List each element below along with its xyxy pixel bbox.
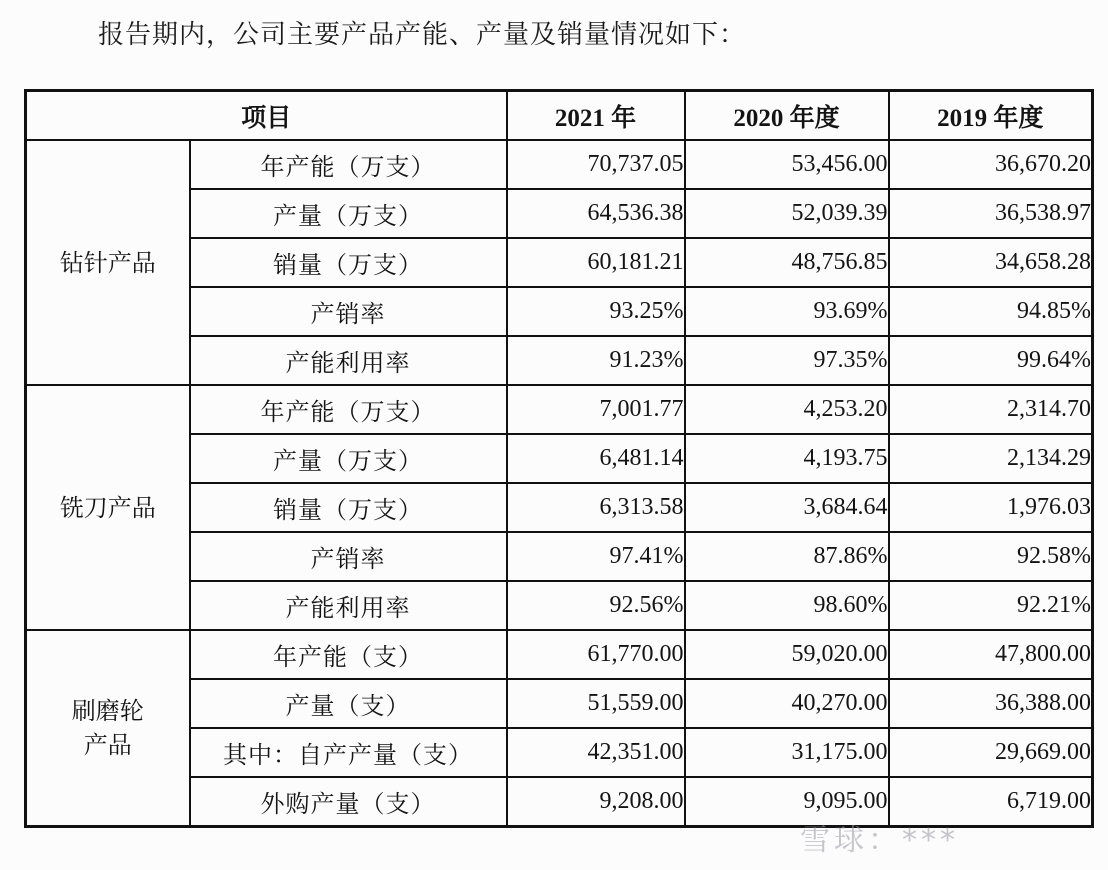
row-label: 产销率: [190, 287, 507, 336]
cell-2019: 92.21%: [889, 581, 1093, 630]
group-name-line2: 产品: [83, 731, 132, 759]
header-row: [26, 91, 1093, 141]
row-label: 产量（万支）: [190, 189, 507, 238]
cell-2021: 70,737.05: [507, 140, 685, 189]
cell-2021: 7,001.77: [507, 385, 685, 434]
cell-2019: 94.85%: [889, 287, 1093, 336]
cell-2019: 2,314.70: [889, 385, 1093, 434]
cell-2021: 92.56%: [507, 581, 685, 630]
cell-2021: 51,559.00: [507, 679, 685, 728]
row-label: 产能利用率: [190, 336, 507, 385]
cell-2021: 91.23%: [507, 336, 685, 385]
cell-2020: 3,684.64: [685, 483, 889, 532]
table-row: [26, 630, 1093, 679]
cell-2019: 36,538.97: [889, 189, 1093, 238]
cell-2019: 92.58%: [889, 532, 1093, 581]
header-2019: 2019 年度: [889, 91, 1093, 141]
cell-2020: 52,039.39: [685, 189, 889, 238]
cell-2021: 6,481.14: [507, 434, 685, 483]
table-row: [26, 140, 1093, 189]
cell-2020: 59,020.00: [685, 630, 889, 679]
cell-2019: 99.64%: [889, 336, 1093, 385]
cell-2021: 97.41%: [507, 532, 685, 581]
cell-2020: 9,095.00: [685, 777, 889, 827]
cell-2020: 31,175.00: [685, 728, 889, 777]
cell-2019: 47,800.00: [889, 630, 1093, 679]
cell-2021: 61,770.00: [507, 630, 685, 679]
row-label: 年产能（万支）: [190, 385, 507, 434]
header-item: 项目: [26, 91, 507, 141]
cell-2020: 48,756.85: [685, 238, 889, 287]
row-label: 其中：自产产量（支）: [190, 728, 507, 777]
row-label: 外购产量（支）: [190, 777, 507, 827]
group-brush-wheel: [26, 630, 190, 827]
cell-2020: 4,253.20: [685, 385, 889, 434]
cell-2019: 1,976.03: [889, 483, 1093, 532]
row-label: 销量（万支）: [190, 238, 507, 287]
cell-2020: 98.60%: [685, 581, 889, 630]
row-label: 产量（支）: [190, 679, 507, 728]
production-capacity-table: [24, 89, 1094, 828]
cell-2020: 53,456.00: [685, 140, 889, 189]
header-2020: 2020 年度: [685, 91, 889, 141]
row-label: 年产能（支）: [190, 630, 507, 679]
row-label: 产能利用率: [190, 581, 507, 630]
row-label: 产销率: [190, 532, 507, 581]
cell-2021: 9,208.00: [507, 777, 685, 827]
table-row: [26, 385, 1093, 434]
cell-2019: 6,719.00: [889, 777, 1093, 827]
watermark-text: 雪球：***: [800, 823, 959, 858]
cell-2021: 6,313.58: [507, 483, 685, 532]
cell-2019: 2,134.29: [889, 434, 1093, 483]
cell-2021: 42,351.00: [507, 728, 685, 777]
cell-2019: 29,669.00: [889, 728, 1093, 777]
cell-2020: 87.86%: [685, 532, 889, 581]
cell-2020: 93.69%: [685, 287, 889, 336]
intro-text: 报告期内，公司主要产品产能、产量及销量情况如下：: [98, 20, 747, 50]
header-2021: 2021 年: [507, 91, 685, 141]
cell-2019: 36,670.20: [889, 140, 1093, 189]
cell-2020: 40,270.00: [685, 679, 889, 728]
row-label: 产量（万支）: [190, 434, 507, 483]
cell-2019: 36,388.00: [889, 679, 1093, 728]
cell-2020: 4,193.75: [685, 434, 889, 483]
group-name-line1: 刷磨轮: [71, 697, 144, 725]
group-milling-cutter: 铣刀产品: [26, 385, 190, 630]
group-drill-bit: 钻针产品: [26, 140, 190, 385]
cell-2021: 93.25%: [507, 287, 685, 336]
cell-2021: 64,536.38: [507, 189, 685, 238]
cell-2021: 60,181.21: [507, 238, 685, 287]
cell-2019: 34,658.28: [889, 238, 1093, 287]
row-label: 年产能（万支）: [190, 140, 507, 189]
cell-2020: 97.35%: [685, 336, 889, 385]
row-label: 销量（万支）: [190, 483, 507, 532]
